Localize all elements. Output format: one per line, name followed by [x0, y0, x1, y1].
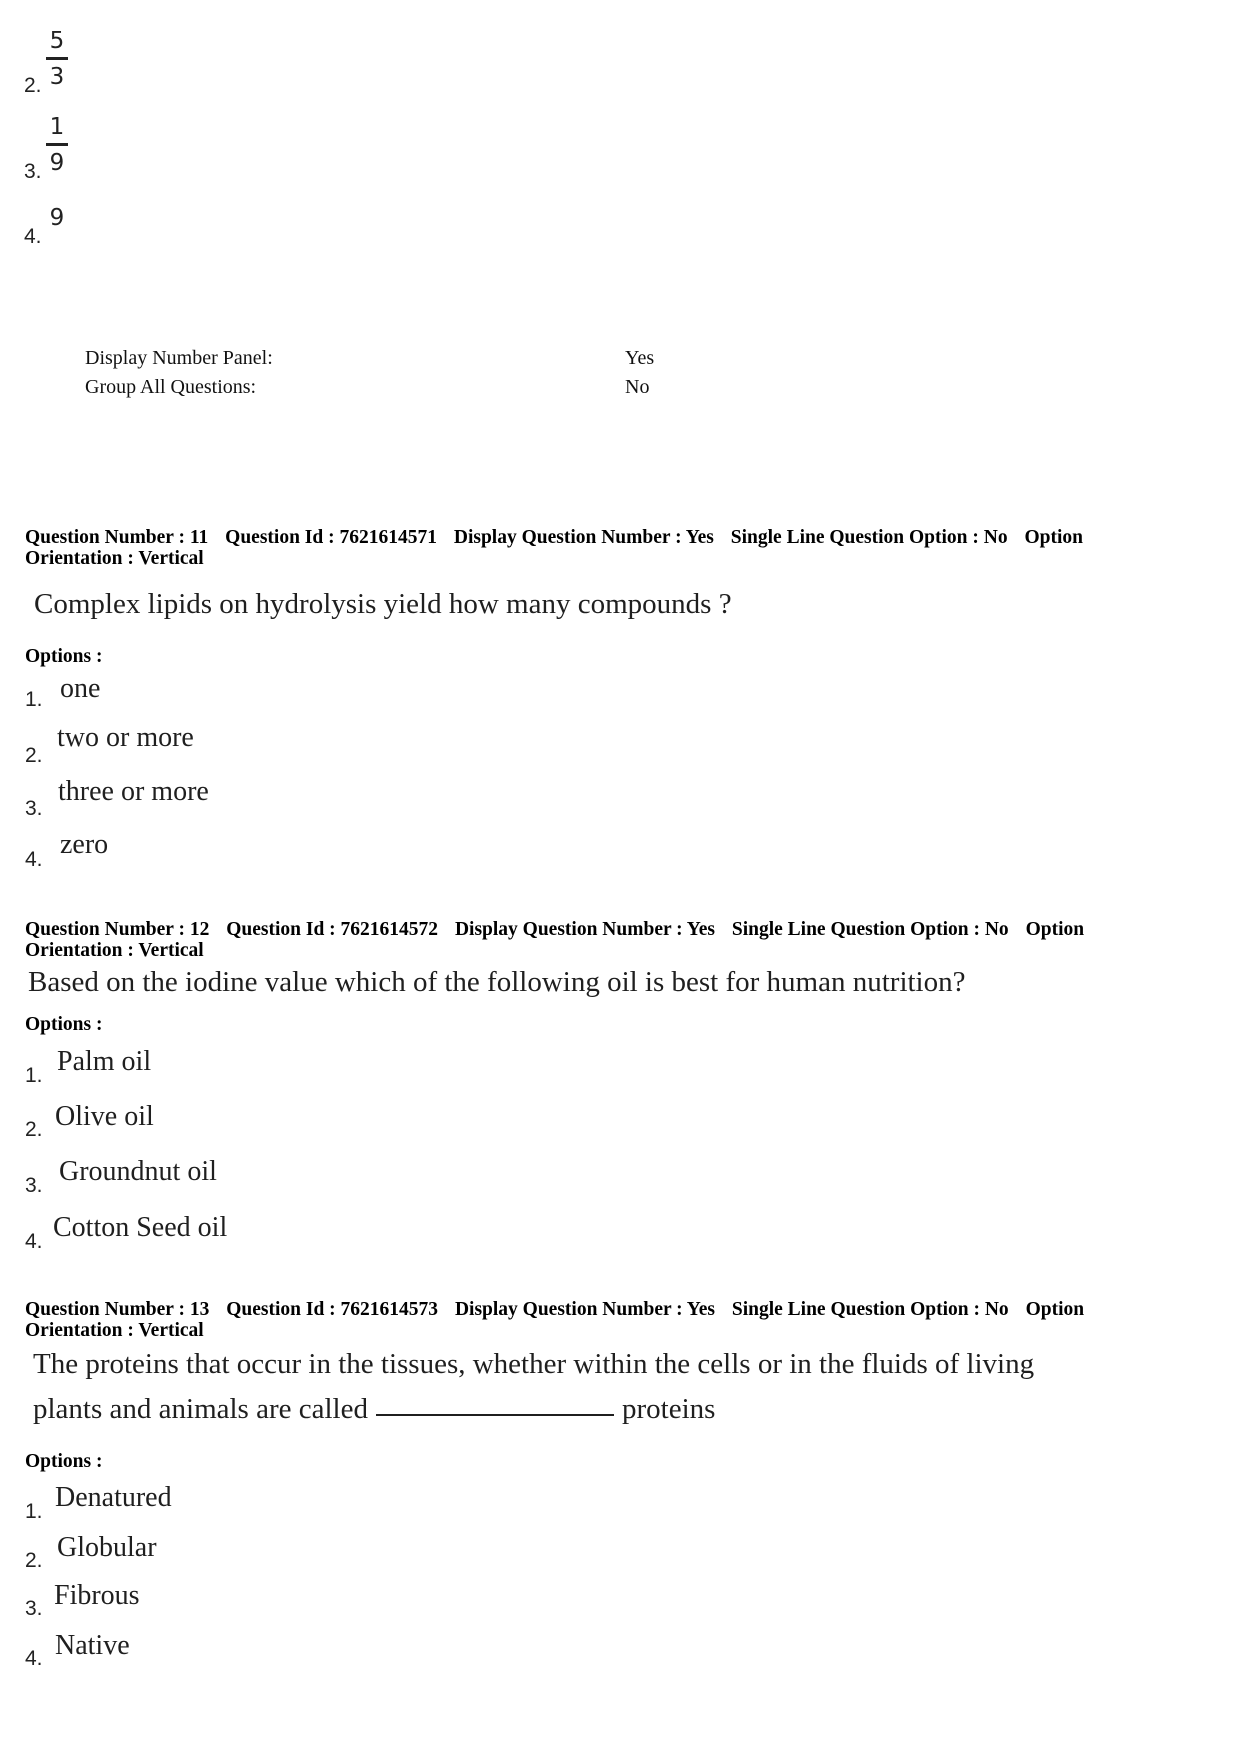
- option-number: 3.: [25, 797, 43, 820]
- option-number: 1.: [25, 688, 43, 711]
- option-orientation-b: Orientation : Vertical: [25, 548, 204, 569]
- display-question-number: Display Question Number : Yes: [454, 919, 715, 940]
- group-all-questions-label: Group All Questions:: [85, 376, 257, 398]
- option-number: 4.: [25, 1647, 43, 1670]
- fraction-bar: [46, 57, 68, 60]
- option-number: 3.: [25, 1174, 43, 1197]
- option-orientation-a: Option: [1025, 1299, 1085, 1320]
- question-text-before-blank: plants and animals are called: [33, 1393, 368, 1425]
- option-number: 1.: [25, 1500, 43, 1523]
- single-line-option: Single Line Question Option : No: [730, 527, 1008, 548]
- option-orientation-a: Option: [1024, 527, 1084, 548]
- option-text: Groundnut oil: [59, 1156, 217, 1187]
- option-text: one: [60, 673, 101, 704]
- option-text: zero: [60, 829, 109, 860]
- fraction-numerator: 5: [49, 28, 65, 54]
- option-number: 2.: [25, 1549, 43, 1572]
- option-text: Denatured: [55, 1482, 172, 1513]
- question-id: Question Id : 7621614573: [226, 1299, 439, 1320]
- option-text: three or more: [58, 776, 209, 807]
- question-text: Complex lipids on hydrolysis yield how many compounds ?: [34, 588, 732, 620]
- fraction-denominator: 3: [49, 64, 65, 90]
- single-line-option: Single Line Question Option : No: [731, 1299, 1009, 1320]
- display-number-panel-label: Display Number Panel:: [85, 347, 273, 369]
- option-text: Globular: [57, 1532, 157, 1563]
- option-number: 2.: [24, 74, 42, 97]
- question-number: Question Number : 13: [25, 1299, 210, 1320]
- option-text: Fibrous: [54, 1580, 140, 1611]
- fraction-numerator: 1: [49, 114, 65, 140]
- display-number-panel-value: Yes: [625, 347, 655, 369]
- option-number: 3.: [24, 160, 42, 183]
- fraction: [46, 28, 68, 90]
- option-number: 4.: [25, 1230, 43, 1253]
- option-orientation-b: Orientation : Vertical: [25, 1320, 204, 1341]
- option-number: 2.: [25, 1118, 43, 1141]
- option-text: two or more: [57, 722, 194, 753]
- option-text: Palm oil: [57, 1046, 152, 1077]
- option-text: Cotton Seed oil: [53, 1212, 228, 1243]
- option-text: Native: [55, 1630, 130, 1661]
- fraction-bar: [46, 143, 68, 146]
- question-id: Question Id : 7621614571: [225, 527, 437, 548]
- option-number: 3.: [25, 1597, 43, 1620]
- question-header: [25, 527, 1165, 569]
- option-number: 2.: [25, 744, 43, 767]
- option-number: 1.: [25, 1064, 43, 1087]
- display-question-number: Display Question Number : Yes: [454, 1299, 715, 1320]
- group-all-questions-value: No: [625, 376, 650, 398]
- fraction-denominator: 9: [49, 150, 65, 176]
- fraction: [46, 114, 68, 176]
- question-text-line-2: [33, 1393, 715, 1426]
- question-header: [25, 1299, 1165, 1341]
- option-text: Olive oil: [55, 1101, 154, 1132]
- question-text-line-1: The proteins that occur in the tissues, whether within the cells or in the fluids of living: [33, 1348, 1035, 1380]
- display-question-number: Display Question Number : Yes: [453, 527, 714, 548]
- options-label: Options :: [25, 646, 103, 667]
- option-number: 4.: [25, 848, 43, 871]
- option-orientation-b: Orientation : Vertical: [25, 940, 204, 961]
- question-number: Question Number : 11: [25, 527, 209, 548]
- question-id: Question Id : 7621614572: [226, 919, 439, 940]
- option-value: 9: [49, 205, 65, 231]
- single-line-option: Single Line Question Option : No: [731, 919, 1009, 940]
- option-number: 4.: [24, 225, 42, 248]
- options-label: Options :: [25, 1451, 103, 1472]
- question-number: Question Number : 12: [25, 919, 210, 940]
- question-text: Based on the iodine value which of the following oil is best for human nutrition?: [28, 966, 966, 998]
- question-header: [25, 919, 1165, 961]
- options-label: Options :: [25, 1014, 103, 1035]
- option-orientation-a: Option: [1025, 919, 1085, 940]
- fill-in-blank: [376, 1414, 614, 1416]
- question-text-after-blank: proteins: [621, 1393, 716, 1425]
